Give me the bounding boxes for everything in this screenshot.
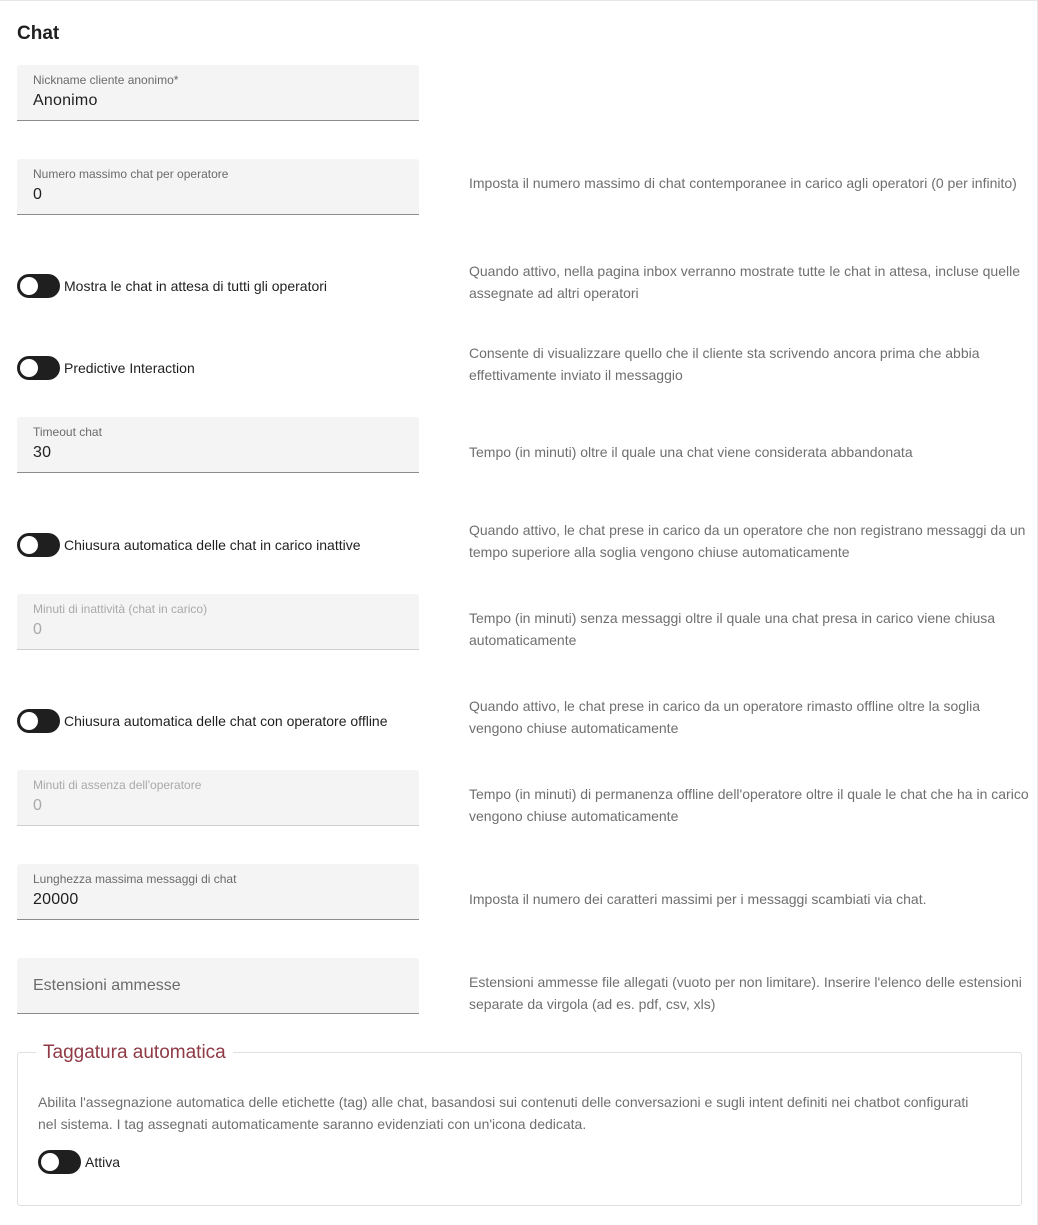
- toggle-knob: [20, 712, 38, 730]
- toggle-knob: [41, 1153, 59, 1171]
- show-waiting-toggle[interactable]: [17, 274, 60, 298]
- timeout-field[interactable]: [17, 417, 419, 473]
- anon-nickname-value: Anonimo: [33, 92, 98, 109]
- toggle-knob: [20, 277, 38, 295]
- anon-nickname-label: Nickname cliente anonimo*: [33, 73, 179, 87]
- extensions-help: Estensioni ammesse file allegati (vuoto per non limitare). Inserire l'elenco delle estensioni separate da virgola (ad es. pdf, csv, xls): [469, 974, 1022, 1012]
- toggle-knob: [20, 536, 38, 554]
- predictive-label: Predictive Interaction: [64, 360, 195, 376]
- auto-tagging-row: [38, 1150, 120, 1174]
- timeout-label: Timeout chat: [33, 425, 102, 439]
- toggle-knob: [20, 359, 38, 377]
- timeout-value: 30: [33, 444, 52, 461]
- predictive-help: Consente di visualizzare quello che il cliente sta scrivendo ancora prima che abbia effettivamente inviato il messaggio: [469, 345, 980, 383]
- absence-minutes-help: Tempo (in minuti) di permanenza offline dell'operatore oltre il quale le chat che ha in carico vengono chiuse automaticamente: [469, 786, 1029, 824]
- section-title: Chat: [17, 23, 60, 44]
- max-chats-help: Imposta il numero massimo di chat contemporanee in carico agli operatori (0 per infinito): [469, 175, 1017, 191]
- auto-close-offline-toggle[interactable]: [17, 709, 60, 733]
- auto-tagging-legend: Taggatura automatica: [36, 1042, 233, 1064]
- auto-close-inactive-help: Quando attivo, le chat prese in carico da un operatore che non registrano messaggi da un tempo superiore alla soglia vengono chiuse automaticamente: [469, 522, 1026, 560]
- timeout-help: Tempo (in minuti) oltre il quale una chat viene considerata abbandonata: [469, 444, 913, 460]
- max-chats-label: Numero massimo chat per operatore: [33, 167, 229, 181]
- anon-nickname-field[interactable]: [17, 65, 419, 121]
- extensions-placeholder: Estensioni ammesse: [33, 977, 181, 994]
- auto-tagging-fieldset: [17, 1042, 1022, 1206]
- inactivity-minutes-label: Minuti di inattività (chat in carico): [33, 602, 208, 616]
- auto-close-offline-label: Chiusura automatica delle chat con operatore offline: [64, 713, 388, 729]
- auto-close-inactive-toggle[interactable]: [17, 533, 60, 557]
- predictive-toggle[interactable]: [17, 356, 60, 380]
- show-waiting-label: Mostra le chat in attesa di tutti gli operatori: [64, 278, 328, 294]
- auto-close-offline-row: [17, 709, 388, 733]
- predictive-row: [17, 356, 195, 380]
- absence-minutes-field: [17, 770, 419, 826]
- inactivity-minutes-field: [17, 594, 419, 650]
- inactivity-minutes-help: Tempo (in minuti) senza messaggi oltre il quale una chat presa in carico viene chiusa automaticamente: [469, 610, 996, 648]
- inactivity-minutes-value: 0: [33, 621, 43, 638]
- auto-tagging-label: Attiva: [85, 1154, 121, 1170]
- auto-tagging-description: Abilita l'assegnazione automatica delle etichette (tag) alle chat, basandosi sui contenuti delle conversazioni e sugli intent definiti nei chatbot configurati nel sistema. I tag assegnati automaticamente saranno evidenziati con un'icona dedicata.: [38, 1094, 969, 1132]
- absence-minutes-value: 0: [33, 797, 43, 814]
- auto-close-inactive-row: [17, 533, 361, 557]
- absence-minutes-label: Minuti di assenza dell'operatore: [33, 778, 202, 792]
- max-chats-value: 0: [33, 186, 43, 203]
- max-chats-field[interactable]: [17, 159, 419, 215]
- show-waiting-row: [17, 274, 327, 298]
- auto-close-offline-help: Quando attivo, le chat prese in carico da un operatore rimasto offline oltre la soglia vengono chiuse automaticamente: [469, 698, 981, 736]
- max-length-label: Lunghezza massima messaggi di chat: [33, 872, 237, 886]
- max-length-help: Imposta il numero dei caratteri massimi per i messaggi scambiati via chat.: [469, 891, 927, 907]
- auto-close-inactive-label: Chiusura automatica delle chat in carico inattive: [64, 537, 361, 553]
- extensions-field[interactable]: [17, 958, 419, 1014]
- max-length-value: 20000: [33, 891, 79, 908]
- max-length-field[interactable]: [17, 864, 419, 920]
- auto-tagging-toggle[interactable]: [38, 1150, 81, 1174]
- show-waiting-help: Quando attivo, nella pagina inbox verranno mostrate tutte le chat in attesa, incluse quelle assegnate ad altri operatori: [469, 263, 1021, 301]
